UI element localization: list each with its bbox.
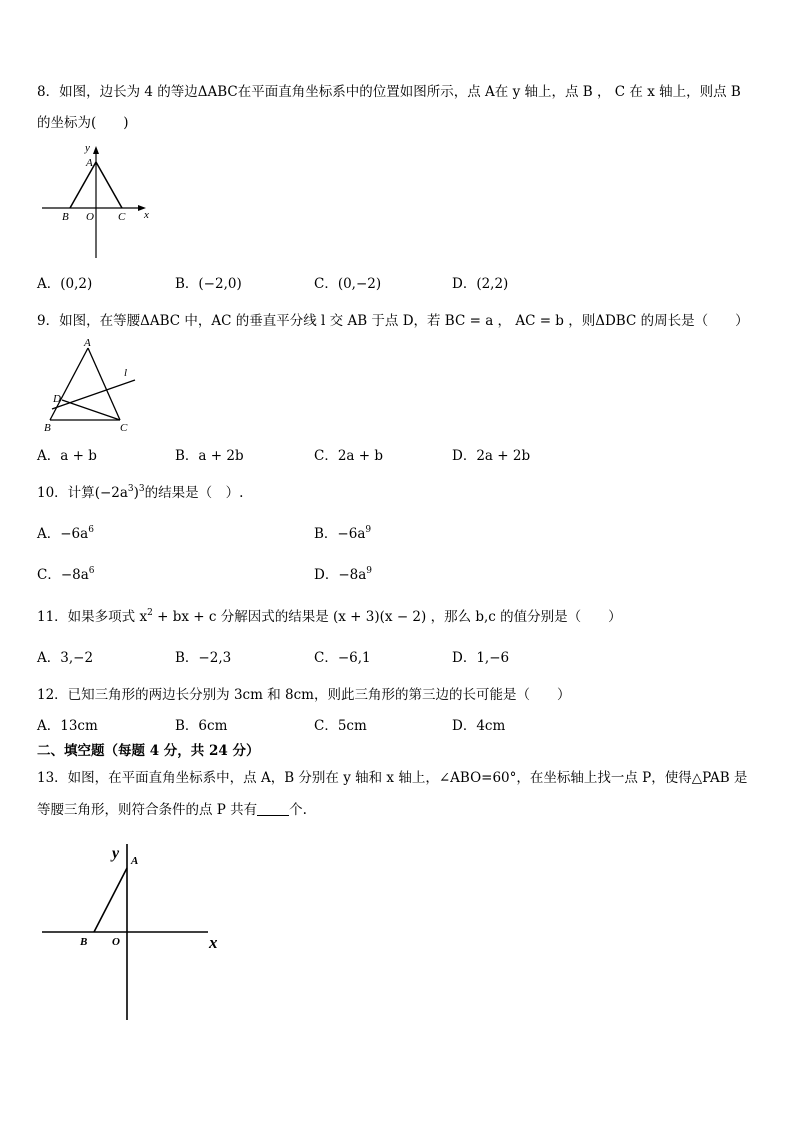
q9-label-b: B: [44, 422, 51, 434]
q9-option-d: D．2a + 2b: [452, 448, 531, 464]
q8-label-a: A: [86, 157, 93, 169]
q8-stem-line2: 的坐标为( ): [37, 115, 129, 131]
q9-figure: [38, 336, 148, 436]
q11-option-d: D．1,−6: [452, 650, 510, 666]
q13-stem-line1: 13．如图，在平面直角坐标系中，点 A，B 分别在 y 轴和 x 轴上，∠ABO=60°，在坐标轴上找一点 P，使得△PAB 是: [37, 770, 748, 786]
q8-option-b: B．(−2,0): [175, 276, 242, 292]
q9-side-ab: [50, 348, 88, 420]
q13-segment-ab: [94, 868, 127, 932]
q10-option-a: A．$-6a^6$: [37, 525, 94, 542]
q9-label-c: C: [120, 422, 128, 434]
q13-figure: [38, 838, 238, 1024]
q11-option-a: A．3,−2: [37, 650, 94, 666]
q9-label-d: D: [53, 393, 61, 405]
answer-blank[interactable]: [257, 801, 289, 816]
q9-option-c: C．2a + b: [314, 448, 384, 464]
q9-label-a: A: [84, 337, 91, 349]
q8-label-y: y: [85, 142, 90, 154]
q10-option-c: C．$-8a^6$: [37, 566, 95, 583]
q10-stem: 10．计算$(-2a^3)^3$的结果是（ ）.: [37, 484, 244, 501]
q9-option-a: A．a + b: [37, 448, 97, 464]
q8-label-x: x: [144, 209, 149, 221]
q9-option-b: B．a + 2b: [175, 448, 244, 464]
q13-label-o: O: [112, 936, 120, 948]
q13-label-y: y: [112, 845, 120, 862]
section-heading: 二、填空题（每题 4 分，共 24 分）: [37, 743, 260, 759]
q8-label-o: O: [86, 211, 94, 223]
q10-option-d: D．$-8a^9$: [314, 566, 373, 583]
q12-option-c: C．5cm: [314, 718, 367, 734]
q13-stem-line2: 等腰三角形，则符合条件的点 P 共有 个.: [37, 802, 307, 818]
q9-line-l: [52, 380, 135, 409]
q11-option-b: B．−2,3: [175, 650, 232, 666]
q13-label-a: A: [131, 855, 139, 867]
q11-option-c: C．−6,1: [314, 650, 371, 666]
q10-option-b: B．$-6a^9$: [314, 525, 372, 542]
q9-stem: 9．如图，在等腰ΔABC 中，AC 的垂直平分线 l 交 AB 于点 D，若 BC = a ， AC = b ，则ΔDBC 的周长是（ ）: [37, 313, 749, 329]
q13-label-x: x: [209, 933, 218, 952]
q8-stem-line1: 8．如图，边长为 4 的等边ΔABC在平面直角坐标系中的位置如图所示，点 A在 y 轴上，点 B ， C 在 x 轴上，则点 B: [37, 84, 741, 100]
q12-option-d: D．4cm: [452, 718, 506, 734]
q11-stem: 11．如果多项式 $x^2$ + bx + c 分解因式的结果是 (x + 3)(x − 2) ，那么 b,c 的值分别是（ ）: [37, 608, 622, 625]
q9-label-l: l: [124, 367, 128, 379]
q12-option-b: B．6cm: [175, 718, 228, 734]
q12-option-a: A．13cm: [37, 718, 98, 734]
q13-label-b: B: [80, 936, 88, 948]
q8-option-c: C．(0,−2): [314, 276, 382, 292]
q8-option-a: A．(0,2): [37, 276, 93, 292]
q8-option-d: D．(2,2): [452, 276, 509, 292]
q9-side-ac: [88, 348, 120, 420]
q8-side-ac: [96, 162, 122, 208]
q8-label-b: B: [62, 211, 69, 223]
q8-figure: [38, 140, 168, 262]
q8-y-arrow: [93, 146, 99, 154]
q8-label-c: C: [118, 211, 126, 223]
q12-stem: 12．已知三角形的两边长分别为 3cm 和 8cm，则此三角形的第三边的长可能是（ ）: [37, 687, 571, 703]
